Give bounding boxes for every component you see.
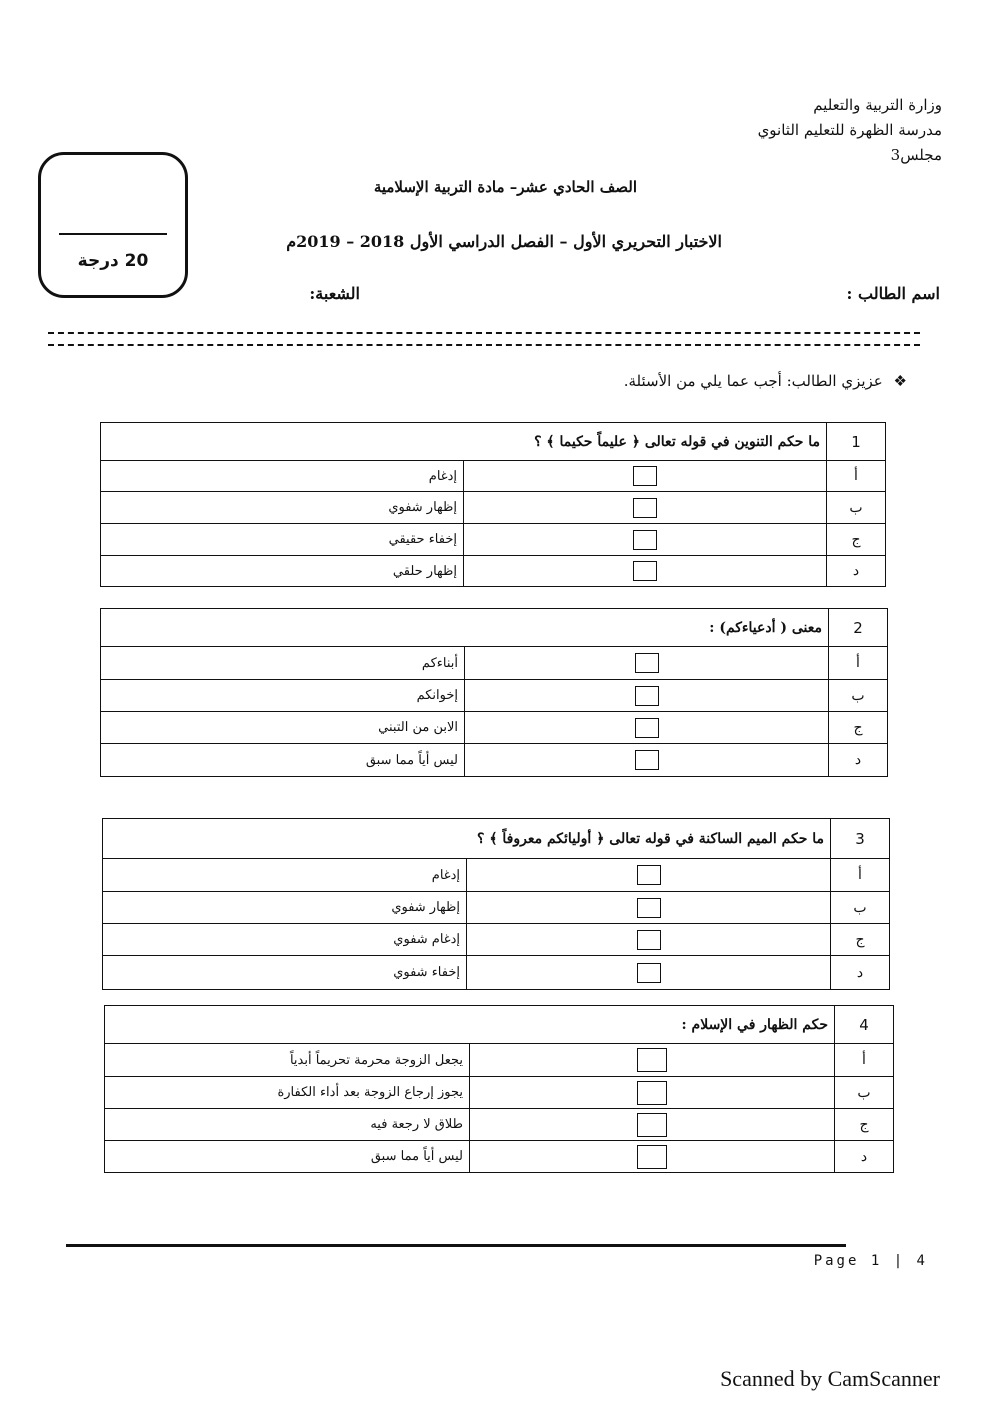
score-label: 20 درجة — [77, 251, 149, 271]
question-1-table — [100, 422, 886, 587]
answer-checkbox[interactable] — [637, 963, 661, 983]
question-number: 4 — [835, 1006, 894, 1044]
question-4-table — [104, 1005, 894, 1173]
school-name: مدرسة الظهرة للتعليم الثانوي — [757, 121, 942, 139]
answer-checkbox[interactable] — [637, 865, 661, 885]
option-letter: ب — [831, 892, 890, 924]
option-letter: ب — [827, 492, 886, 524]
instruction-text: عزيزي الطالب: أجب عما يلي من الأسئلة. — [623, 372, 883, 390]
option-text: إظهار شفوي — [103, 892, 467, 924]
option-text: ليس أياً مما سبق — [105, 1141, 470, 1173]
option-letter: د — [829, 744, 888, 777]
question-stem: ما حكم الميم الساكنة في قوله تعالى ﴿ أوليائكم معروفاً ﴾ ؟ — [103, 819, 831, 859]
answer-checkbox[interactable] — [635, 718, 659, 738]
diamond-bullet-icon: ❖ — [893, 372, 907, 390]
question-3-table — [102, 818, 890, 990]
option-text: ليس أياً مما سبق — [101, 744, 465, 777]
question-stem: حكم الظهار في الإسلام : — [105, 1006, 835, 1044]
option-text: يجعل الزوجة محرمة تحريماً أبدياً — [105, 1044, 470, 1077]
answer-checkbox[interactable] — [635, 686, 659, 706]
question-stem: معنى ( أدعياءكم) : — [101, 609, 829, 647]
option-letter: أ — [835, 1044, 894, 1077]
section-label: الشعبة: — [309, 284, 360, 303]
dashed-separator — [48, 332, 920, 346]
option-letter: ج — [831, 924, 890, 956]
student-name-label: اسم الطالب : — [846, 284, 940, 303]
option-text: إدغام — [101, 461, 464, 492]
score-box — [38, 152, 188, 298]
answer-checkbox[interactable] — [633, 530, 657, 550]
question-number: 1 — [827, 423, 886, 461]
option-letter: ج — [829, 712, 888, 744]
option-letter: ج — [827, 524, 886, 556]
answer-checkbox[interactable] — [633, 498, 657, 518]
answer-checkbox[interactable] — [635, 750, 659, 770]
answer-checkbox[interactable] — [637, 1145, 667, 1169]
page-number: Page 1 | 4 — [813, 1253, 928, 1269]
option-text: إخفاء شفوي — [103, 956, 467, 990]
option-text: إخفاء حقيقي — [101, 524, 464, 556]
option-letter: ج — [835, 1109, 894, 1141]
question-2-table — [100, 608, 888, 777]
council-label: مجلس3 — [890, 146, 942, 164]
answer-checkbox[interactable] — [633, 466, 657, 486]
option-text: يجوز إرجاع الزوجة بعد أداء الكفارة — [105, 1077, 470, 1109]
answer-checkbox[interactable] — [633, 561, 657, 581]
answer-checkbox[interactable] — [637, 1081, 667, 1105]
exam-title: الاختبار التحريري الأول – الفصل الدراسي الأول 2018 – 2019م — [286, 232, 722, 251]
option-letter: أ — [831, 859, 890, 892]
answer-checkbox[interactable] — [637, 1048, 667, 1072]
option-letter: د — [827, 556, 886, 587]
ministry-name: وزارة التربية والتعليم — [813, 96, 942, 114]
question-number: 3 — [831, 819, 890, 859]
answer-checkbox[interactable] — [637, 898, 661, 918]
answer-checkbox[interactable] — [635, 653, 659, 673]
scanner-watermark: Scanned by CamScanner — [720, 1366, 940, 1391]
option-letter: ب — [835, 1077, 894, 1109]
option-text: إظهار حلقي — [101, 556, 464, 587]
answer-checkbox[interactable] — [637, 1113, 667, 1137]
option-letter: د — [831, 956, 890, 990]
question-stem: ما حكم التنوين في قوله تعالى ﴿ عليماً حكيما ﴾ ؟ — [101, 423, 827, 461]
option-text: إدغام — [103, 859, 467, 892]
question-number: 2 — [829, 609, 888, 647]
option-text: الابن من التبني — [101, 712, 465, 744]
option-text: إدغام شفوي — [103, 924, 467, 956]
grade-subject-title: الصف الحادي عشر– مادة التربية الإسلامية — [373, 178, 637, 196]
footer-rule — [66, 1244, 846, 1247]
answer-checkbox[interactable] — [637, 930, 661, 950]
option-text: إظهار شفوي — [101, 492, 464, 524]
option-letter: ب — [829, 680, 888, 712]
option-text: أبناءكم — [101, 647, 465, 680]
option-letter: أ — [827, 461, 886, 492]
instruction — [624, 372, 907, 390]
option-text: طلاق لا رجعة فيه — [105, 1109, 470, 1141]
score-line — [59, 233, 167, 235]
option-letter: أ — [829, 647, 888, 680]
option-text: إخوانكم — [101, 680, 465, 712]
option-letter: د — [835, 1141, 894, 1173]
